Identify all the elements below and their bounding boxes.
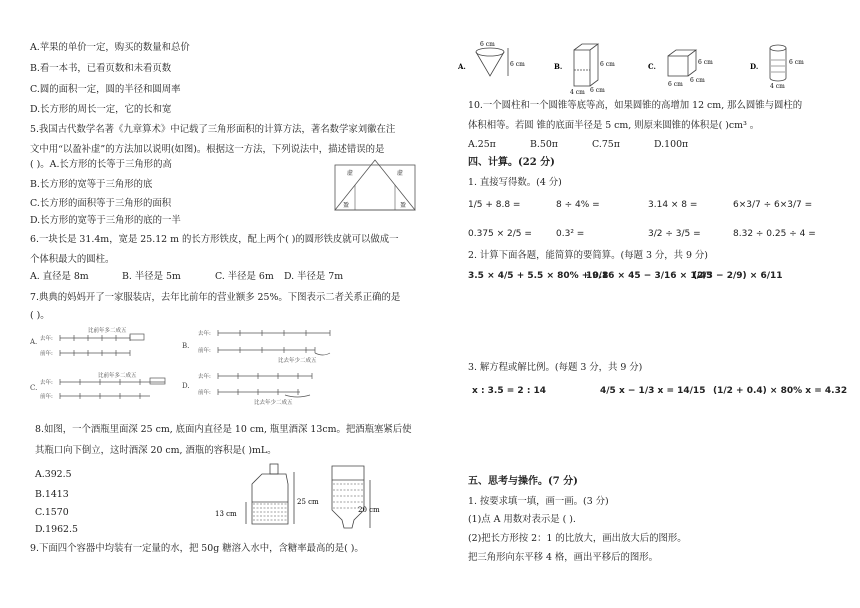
q10-stem-line1: 10.一个圆柱和一个圆锥等底等高，如果圆锥的高增加 12 cm, 那么圆锥与圆柱的 (468, 100, 803, 111)
q7-letter-d: D. (182, 382, 190, 390)
q7-segment-diagrams (30, 322, 435, 408)
q8-option-b: B.1413 (35, 489, 69, 500)
container-d-diameter: 4 cm (770, 83, 785, 90)
q8-stem-line1: 8.如图，一个酒瓶里面深 25 cm, 底面内直径是 10 cm, 瓶里酒深 13cm。把酒瓶塞紧后使 (35, 424, 412, 435)
q6-option-a: A. 直径是 8m (30, 271, 89, 282)
q8-option-d: D.1962.5 (35, 524, 78, 535)
q9-containers-figure (458, 36, 828, 98)
container-letter-c: C. (648, 62, 656, 71)
q8-label-13cm: 13 cm (215, 510, 237, 518)
equation-2: 4/5 x − 1/3 x = 14/15 (600, 386, 706, 396)
q7-b-last-year: 前年: (198, 348, 211, 354)
fig-label-ying-left: 盈 (343, 202, 350, 209)
sec5-part2: (2)把长方形按 2：1 的比放大，画出放大后的图形。 (468, 533, 687, 544)
q10-stem-line2: 体积相等。若圆 锥的底面半径是 5 cm, 则原来圆锥的体积是( )cm³ 。 (468, 120, 760, 131)
q10-option-c: C.75π (592, 139, 620, 150)
q10-option-d: D.100π (654, 139, 689, 150)
section-4-title: 四、计算。(22 分) (468, 157, 555, 168)
q4-option-c: C.圆的面积一定，圆的半径和圆周率 (30, 84, 181, 95)
q7-c-more-label: 比前年多二成五 (98, 373, 137, 379)
q7-d-less-label: 比去年少二成五 (254, 400, 293, 406)
container-letter-b: B. (554, 62, 563, 71)
q9-stem: 9.下面四个容器中均装有一定量的水，把 50g 糖溶入水中，含糖率最高的是( )。 (30, 543, 364, 554)
q8-label-20cm: 20 cm (358, 506, 380, 514)
container-c-width: 6 cm (668, 81, 683, 88)
container-a-diameter: 6 cm (480, 41, 495, 48)
container-b-width: 4 cm (570, 89, 585, 96)
q5-option-c: C.长方形的面积等于三角形的面积 (30, 198, 172, 209)
fig-label-xu-right: 虚 (397, 170, 404, 177)
sec4-q1-stem: 1. 直接写得数。(4 分) (468, 177, 562, 188)
fig-label-xu-left: 虚 (347, 170, 354, 177)
fig-label-ying-right: 盈 (400, 202, 407, 209)
q7-stem-line1: 7.典典的妈妈开了一家服装店，去年比前年的营业额多 25%。下图表示二者关系正确的是 (30, 292, 401, 303)
q7-a-last-year: 前年: (40, 351, 53, 357)
q8-label-25cm: 25 cm (297, 498, 319, 506)
container-c-height: 6 cm (698, 59, 713, 66)
simplify-1: 3.5 × 4/5 + 5.5 × 80% + 0.8 (468, 271, 609, 281)
q5-stem-line2: 文中用“以盈补虚”的方法加以说明(如图)。根据这一方法，下列说法中，描述错误的是 (30, 144, 385, 155)
q8-bottle-figure (210, 462, 390, 532)
container-letter-a: A. (458, 62, 466, 71)
simplify-2: 19/16 × 45 − 3/16 × 1/45 (586, 271, 713, 281)
container-b-depth: 6 cm (590, 87, 605, 94)
sec5-part1: (1)点 A 用数对表示是 ( ). (468, 514, 576, 525)
container-d-height: 6 cm (789, 59, 804, 66)
calc-2-1: 0.375 × 2/5 = (468, 229, 532, 239)
sec4-q2-stem: 2. 计算下面各题，能简算的要简算。(每题 3 分，共 9 分) (468, 250, 708, 261)
q5-option-d: D.长方形的宽等于三角形的底的一半 (30, 215, 181, 226)
calc-1-4: 6×3/7 ÷ 6×3/7 = (733, 200, 813, 210)
container-c-depth: 6 cm (690, 77, 705, 84)
simplify-3: (2/3 − 2/9) × 6/11 (693, 271, 783, 281)
calc-1-2: 8 ÷ 4% = (556, 200, 600, 210)
calc-1-1: 1/5 + 8.8 = (468, 200, 521, 210)
q7-a-this-year: 去年: (40, 336, 53, 342)
calc-2-4: 8.32 ÷ 0.25 ÷ 4 = (733, 229, 816, 239)
sec4-q3-stem: 3. 解方程或解比例。(每题 3 分，共 9 分) (468, 362, 643, 373)
calc-2-2: 0.3² = (556, 229, 585, 239)
q7-c-last-year: 前年: (40, 394, 53, 400)
q8-option-a: A.392.5 (35, 469, 72, 480)
q8-stem-line2: 其瓶口向下倒立，这时酒深 20 cm, 酒瓶的容积是( )mL。 (35, 445, 277, 456)
q6-stem-line2: 个体积最大的圆柱。 (30, 254, 115, 265)
q4-option-a: A.苹果的单价一定，购买的数量和总价 (30, 42, 190, 53)
sec5-part3: 把三角形向东平移 4 格，画出平移后的图形。 (468, 552, 659, 563)
q6-option-d: D. 半径是 7m (284, 271, 344, 282)
container-b-height: 6 cm (600, 61, 615, 68)
q10-option-a: A.25π (468, 139, 496, 150)
q5-stem-line3: ( )。A.长方形的长等于三角形的高 (30, 159, 172, 170)
q6-option-b: B. 半径是 5m (122, 271, 181, 282)
sec5-q1-stem: 1. 按要求填一填，画一画。(3 分) (468, 496, 609, 507)
container-a-height: 6 cm (510, 61, 525, 68)
q7-a-more-label: 比前年多二成五 (88, 328, 127, 334)
q7-b-less-label: 比去年少二成五 (278, 358, 317, 364)
q5-option-b: B.长方形的宽等于三角形的底 (30, 179, 153, 190)
q7-d-last-year: 前年: (198, 390, 211, 396)
q7-d-this-year: 去年: (198, 374, 211, 380)
q6-option-c: C. 半径是 6m (215, 271, 274, 282)
calc-1-3: 3.14 × 8 = (648, 200, 698, 210)
q7-b-this-year: 去年: (198, 331, 211, 337)
q7-letter-a: A. (30, 338, 38, 346)
q4-option-d: D.长方形的周长一定，它的长和宽 (30, 104, 172, 115)
equation-3: (1/2 + 0.4) × 80% x = 4.32 (713, 386, 848, 396)
container-letter-d: D. (750, 62, 759, 71)
q4-option-b: B.看一本书，已看页数和未看页数 (30, 63, 172, 74)
q6-stem-line1: 6.一块长是 31.4m，宽是 25.12 m 的长方形铁皮，配上两个( )的圆形铁皮就可以做成一 (30, 234, 399, 245)
calc-2-3: 3/2 ÷ 3/5 = (648, 229, 701, 239)
q7-letter-b: B. (182, 342, 190, 350)
q10-option-b: B.50π (530, 139, 558, 150)
q7-c-this-year: 去年: (40, 380, 53, 386)
q5-stem-line1: 5.我国古代数学名著《九章算术》中记载了三角形面积的计算方法，著名数学家刘徽在注 (30, 124, 396, 135)
q8-option-c: C.1570 (35, 507, 69, 518)
equation-1: x : 3.5 = 2 : 14 (472, 386, 547, 396)
section-5-title: 五、思考与操作。(7 分) (468, 476, 578, 487)
q5-triangle-figure (325, 155, 430, 215)
q7-stem-line2: ( )。 (30, 310, 50, 321)
q7-letter-c: C. (30, 384, 38, 392)
